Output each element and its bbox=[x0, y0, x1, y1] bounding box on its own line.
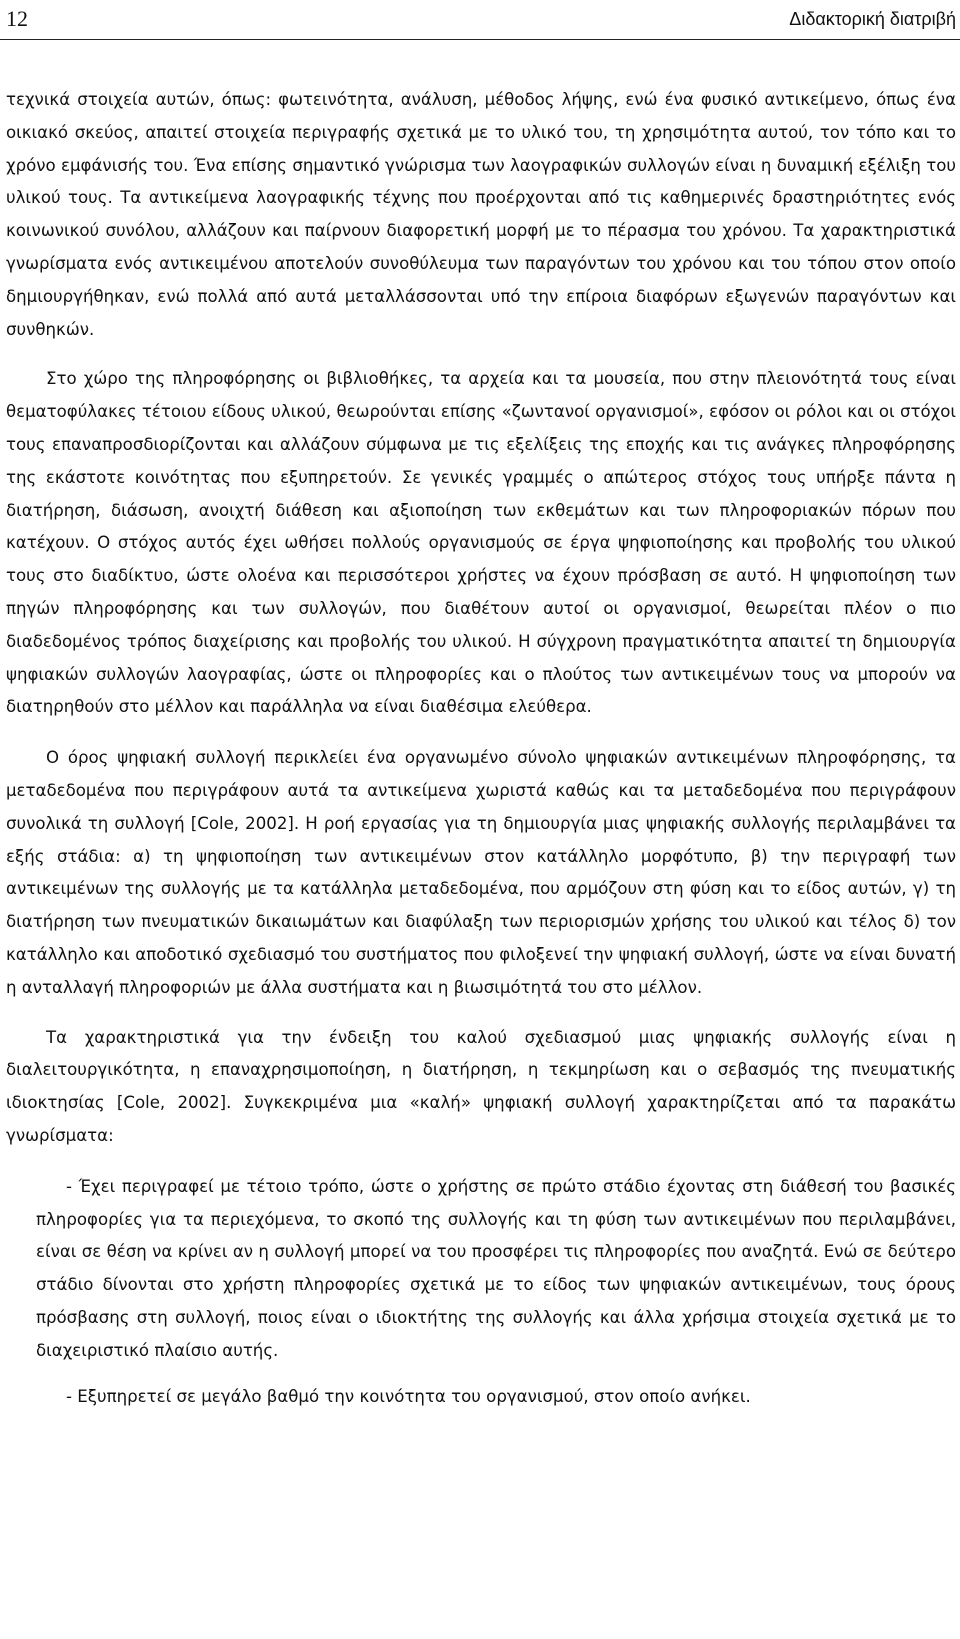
running-title: Διδακτορική διατριβή bbox=[789, 9, 956, 29]
paragraph-4: Τα χαρακτηριστικά για την ένδειξη του καλού σχεδιασμού μιας ψηφιακής συλλογής είναι η διαλειτουργικότητα, η επαναχρησιμοποίηση, η διατήρηση, η τεκμηρίωση και ο σεβασμός της πνευματικής ιδιοκτησίας [Cole, 2002]. Συγκεκριμένα μια «καλή» ψηφιακή συλλογή χαρακτηρίζεται από τα παρακάτω γνωρίσματα: bbox=[6, 1027, 956, 1145]
paragraph-2: Στο χώρο της πληροφόρησης οι βιβλιοθήκες, τα αρχεία και τα μουσεία, που στην πλειονότητά τους είναι θεματοφύλακες τέτοιου είδους υλικού, θεωρούνται επίσης «ζωντανοί οργανισμοί», εφόσον οι ρόλοι και οι στόχοι τους επαναπροσδιορίζονται και αλλάζουν σύμφωνα με τις εξελίξεις της εποχής και τις ανάγκες πληροφόρησης της εκάστοτε κοινότητας που εξυπηρετούν. Σε γενικές γραμμές ο απώτερος στόχος τους υπήρξε πάντα η διατήρηση, διάσωση, ανοιχτή διάθεση και αξιοποίηση των εκθεμάτων και των πληροφοριακών πόρων που κατέχουν. Ο στόχος αυτός έχει ωθήσει πολλούς οργανισμούς σε έργα ψηφιοποίησης και προβολής του υλικού τους στο διαδίκτυο, ώστε ολοένα και περισσότεροι χρήστες να έχουν πρόσβαση σε αυτό. Η ψηφιοποίηση των πηγών πληροφόρησης και των συλλογών, που διαθέτουν αυτοί οι οργανισμοί, θεωρείται πλέον ο πιο διαδεδομένος τρόπος διαχείρισης και προβολής του υλικού. Η σύγχρονη πραγματικότητα απαιτεί τη δημιουργία ψηφιακών συλλογών λαογραφίας, ώστε οι πληροφορίες και ο πλούτος των αντικειμένων τους να μπορούν να διατηρηθούν στο μέλλον και παράλληλα να είναι διαθέσιμα ελεύθερα. bbox=[6, 369, 956, 717]
bullet-item-2: - Εξυπηρετεί σε μεγάλο βαθμό την κοινότητα του οργανισμού, στον οποίο ανήκει. bbox=[66, 1387, 751, 1407]
page-header bbox=[0, 0, 960, 40]
page-number: 12 bbox=[6, 6, 28, 31]
paragraph-3: Ο όρος ψηφιακή συλλογή περικλείει ένα οργανωμένο σύνολο ψηφιακών αντικειμένων πληροφόρησης, τα μεταδεδομένα που περιγράφουν αυτά τα αντικείμενα χωριστά καθώς και τα μεταδεδομένα που περιγράφουν συνολικά τη συλλογή [Cole, 2002]. Η ροή εργασίας για τη δημιουργία μιας ψηφιακής συλλογής περιλαμβάνει τα εξής στάδια: α) τη ψηφιοποίηση των αντικειμένων στον κατάλληλο μορφότυπο, β) την περιγραφή των αντικειμένων της συλλογής με τα κατάλληλα μεταδεδομένα, που αρμόζουν στη φύση και το είδος αυτών, γ) τη διατήρηση των πνευματικών δικαιωμάτων και διαφύλαξη των περιορισμών χρήσης του υλικού και τέλος δ) τον κατάλληλο και αποδοτικό σχεδιασμό του συστήματος που φιλοξενεί την ψηφιακή συλλογή, ώστε να είναι δυνατή η ανταλλαγή πληροφοριών με άλλα συστήματα και η βιωσιμότητά του στο μέλλον. bbox=[6, 748, 956, 997]
document-body bbox=[6, 84, 956, 1414]
paragraph-1: τεχνικά στοιχεία αυτών, όπως: φωτεινότητα, ανάλυση, μέθοδος λήψης, ενώ ένα φυσικό αντικείμενο, όπως ένα οικιακό σκεύος, απαιτεί στοιχεία περιγραφής σχετικά με το υλικό του, τη χρησιμότητα αυτού, τον τόπο και το χρόνο εμφάνισής του. Ένα επίσης σημαντικό γνώρισμα των λαογραφικών συλλογών είναι η δυναμική εξέλιξη του υλικού τους. Τα αντικείμενα λαογραφικής τέχνης που προέρχονται από τις καθημερινές δραστηριότητες ενός κοινωνικού συνόλου, αλλάζουν και παίρνουν διαφορετική μορφή με το πέρασμα του χρόνου. Τα χαρακτηριστικά γνωρίσματα ενός αντικειμένου αποτελούν συνοθύλευμα των παραγόντων του χρόνου και του τόπου στον οποίο δημιουργήθηκαν, ενώ πολλά από αυτά μεταλλάσσονται υπό την επίροια διαφόρων εξωγενών παραγόντων και συνθηκών. bbox=[6, 90, 956, 339]
bullet-item-1: - Έχει περιγραφεί με τέτοιο τρόπο, ώστε ο χρήστης σε πρώτο στάδιο έχοντας στη διάθεσή του βασικές πληροφορίες για τα περιεχόμενα, το σκοπό της συλλογής και τη φύση των αντικειμένων που περιλαμβάνει, είναι σε θέση να κρίνει αν η συλλογή μπορεί να του προσφέρει τις πληροφορίες που αναζητά. Ενώ σε δεύτερο στάδιο δίνονται στο χρήστη πληροφορίες σχετικά με το είδος των ψηφιακών αντικειμένων, τους όρους πρόσβασης στη συλλογή, ποιος είναι ο ιδιοκτήτης της συλλογής και άλλα χρήσιμα στοιχεία σχετικά με το διαχειριστικό πλαίσιο αυτής. bbox=[36, 1176, 956, 1360]
